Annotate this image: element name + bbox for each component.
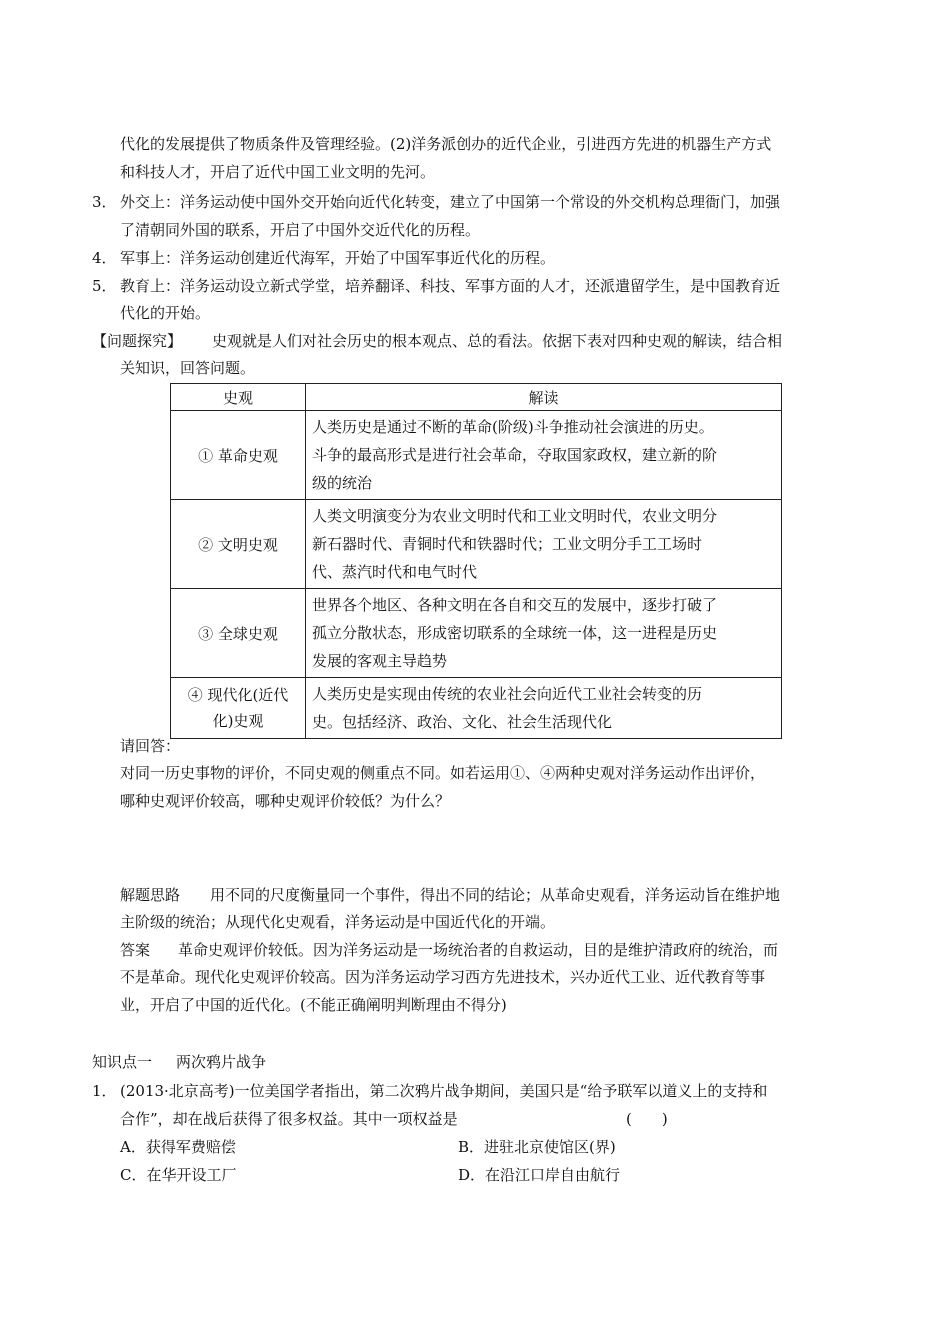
question-line: 哪种史观评价较高，哪种史观评价较低？为什么？ (120, 792, 451, 810)
point-number: 4． (92, 249, 117, 267)
knowledge-label: 知识点一 (92, 1053, 153, 1071)
table-row (171, 589, 782, 678)
point-line: 教育上：洋务运动设立新式学堂，培养翻译、科技、军事方面的人才，还派遣留学生，是中国教育近 (120, 277, 781, 295)
view-name-cell (171, 411, 306, 500)
option-a: A．获得军费赔偿 (120, 1138, 236, 1156)
solution-line: 用不同的尺度衡量同一个事件，得出不同的结论；从革命史观看，洋务运动旨在维护地 (210, 886, 781, 904)
answer-label: 答案 (120, 941, 151, 959)
view-desc-line: 斗争的最高形式是进行社会革命，夺取国家政权，建立新的阶 (312, 446, 718, 464)
question-prompt: 请回答： (120, 737, 181, 755)
paragraph-line: 和科技人才，开启了近代中国工业文明的先河。 (120, 163, 436, 181)
historical-views-table (170, 383, 782, 739)
view-desc-line: 人类历史是通过不断的革命(阶级)斗争推动社会演进的历史。 (312, 418, 714, 436)
solution-line: 主阶级的统治；从现代化史观看，洋务运动是中国近代化的开端。 (120, 913, 556, 931)
point-line: 军事上：洋务运动创建近代海军，开始了中国军事近代化的历程。 (120, 249, 556, 267)
point-line: 代化的开始。 (120, 304, 211, 322)
point-line: 外交上：洋务运动使中国外交开始向近代化转变，建立了中国第一个常设的外交机构总理衙门，加强 (120, 193, 781, 211)
exercise-number: 1． (92, 1082, 117, 1100)
inquiry-line: 史观就是人们对社会历史的根本观点、总的看法。依据下表对四种史观的解读，结合相 (212, 332, 783, 350)
view-desc-cell (306, 500, 782, 589)
view-name: ③ 全球史观 (198, 624, 278, 643)
view-desc-line: 级的统治 (312, 474, 373, 492)
view-desc-cell (306, 411, 782, 500)
solution-label: 解题思路 (120, 886, 181, 904)
view-desc-line: 孤立分散状态，形成密切联系的全球统一体，这一进程是历史 (312, 624, 718, 642)
table-row (171, 678, 782, 739)
paragraph-line: 代化的发展提供了物质条件及管理经验。(2)洋务派创办的近代企业，引进西方先进的机器生产方式 (120, 135, 772, 153)
answer-blank: ( ) (626, 1110, 668, 1128)
view-desc-cell (306, 589, 782, 678)
answer-line: 业，开启了中国的近代化。(不能正确阐明判断理由不得分) (120, 996, 507, 1014)
view-name: ① 革命史观 (198, 446, 278, 465)
exercise-line: 合作”，却在战后获得了很多权益。其中一项权益是 (120, 1110, 458, 1128)
view-desc-line: 新石器时代、青铜时代和铁器时代；工业文明分手工工场时 (312, 535, 703, 553)
point-number: 5． (92, 277, 117, 295)
view-name-cell (171, 678, 306, 739)
point-line: 了清朝同外国的联系，开启了中国外交近代化的历程。 (120, 221, 481, 239)
view-desc-line: 人类文明演变分为农业文明时代和工业文明时代，农业文明分 (312, 507, 718, 525)
view-desc-line: 史。包括经济、政治、文化、社会生活现代化 (312, 713, 613, 731)
table-row (171, 411, 782, 500)
option-d: D．在沿江口岸自由航行 (458, 1166, 621, 1184)
inquiry-line: 关知识，回答问题。 (120, 359, 256, 377)
view-name: ④ 现代化(近代 (187, 686, 289, 704)
view-desc-line: 人类历史是实现由传统的农业社会向近代工业社会转变的历 (312, 685, 703, 703)
exercise-line: (2013·北京高考)一位美国学者指出，第二次鸦片战争期间，美国只是“给予联军以道义上的支持和 (120, 1082, 768, 1100)
view-name-cell (171, 589, 306, 678)
view-name-cell (171, 500, 306, 589)
view-desc-line: 发展的客观主导趋势 (312, 652, 448, 670)
inquiry-label: 【问题探究】 (92, 332, 183, 350)
view-name: 化)史观 (212, 712, 264, 730)
view-desc-line: 代、蒸汽时代和电气时代 (312, 563, 478, 581)
table-header-row (171, 384, 782, 411)
knowledge-title: 两次鸦片战争 (176, 1053, 267, 1071)
option-b: B．进驻北京使馆区(界) (458, 1138, 616, 1156)
table-header-cell: 解读 (306, 384, 782, 411)
table-row (171, 500, 782, 589)
table-header-cell: 史观 (171, 384, 306, 411)
point-number: 3． (92, 193, 117, 211)
view-desc-cell (306, 678, 782, 739)
view-name: ② 文明史观 (198, 535, 278, 554)
answer-line: 革命史观评价较低。因为洋务运动是一场统治者的自救运动，目的是维护清政府的统治，而 (178, 941, 779, 959)
option-c: C．在华开设工厂 (120, 1166, 237, 1184)
answer-line: 不是革命。现代化史观评价较高。因为洋务运动学习西方先进技术，兴办近代工业、近代教育等事 (120, 968, 766, 986)
view-desc-line: 世界各个地区、各种文明在各自和交互的发展中，逐步打破了 (312, 596, 718, 614)
question-line: 对同一历史事物的评价，不同史观的侧重点不同。如若运用①、④两种史观对洋务运动作出评价， (120, 764, 766, 782)
